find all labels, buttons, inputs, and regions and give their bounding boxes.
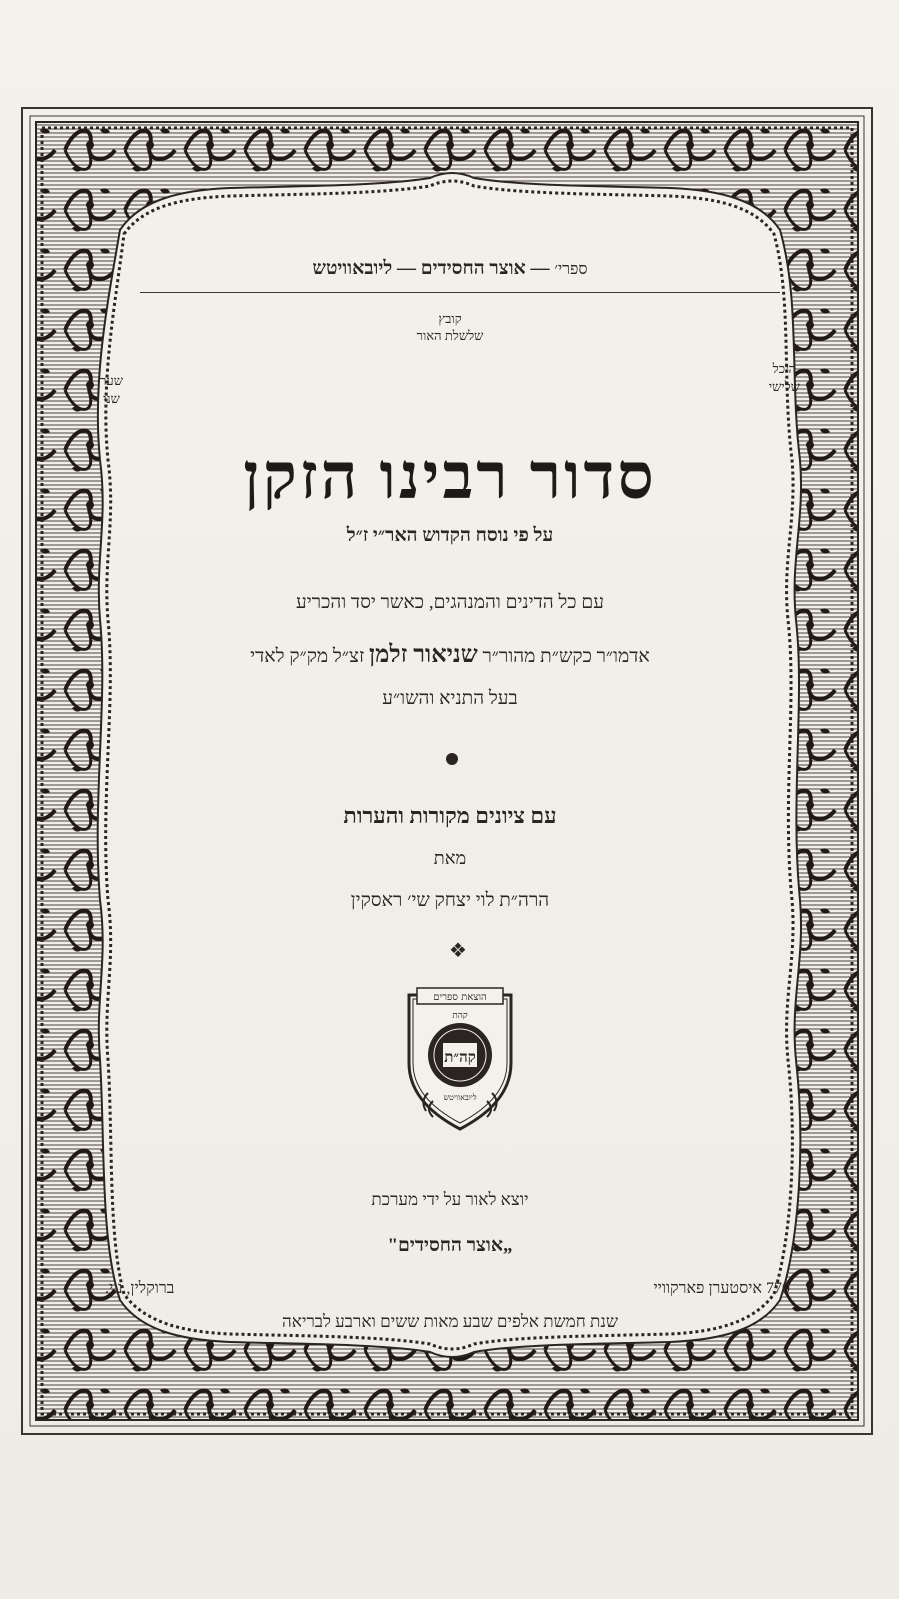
diamond-separator-icon: ❖ bbox=[449, 938, 467, 962]
book-subtitle: על פי נוסח הקדוש האר״י ז״ל bbox=[346, 525, 554, 546]
publisher-name: „אוצר החסידים" bbox=[387, 1235, 513, 1256]
series-header bbox=[120, 258, 780, 280]
logo-top-text: הוצאת ספרים bbox=[433, 992, 487, 1003]
author-name-highlight: שניאור זלמן bbox=[369, 642, 478, 668]
book-title: סדור רבינו הזקן bbox=[243, 441, 657, 512]
title-page-content bbox=[100, 240, 800, 1360]
description-line2 bbox=[120, 642, 780, 669]
publisher-emblem-icon bbox=[403, 985, 517, 1133]
publication-year: שנת חמשת אלפים שבע מאות ששים וארבע לבריאה bbox=[282, 1312, 618, 1331]
bullet-separator-icon bbox=[446, 753, 458, 765]
publisher-line: יוצא לאור על ידי מערכת bbox=[371, 1190, 529, 1209]
collection-label bbox=[120, 310, 780, 344]
shaar-label bbox=[100, 372, 123, 408]
notes-heading: עם ציונים מקורות והערות bbox=[343, 803, 557, 828]
series-label: ספרי׳ bbox=[554, 261, 588, 278]
shaar-line1: שער bbox=[100, 373, 123, 388]
shaar-line2: שני bbox=[103, 391, 120, 406]
logo-bottom-text: ליובאוויטש bbox=[443, 1093, 477, 1102]
heichal-line2: שלישי bbox=[768, 379, 800, 394]
heichal-line1: היכל bbox=[772, 361, 796, 376]
description-line1: עם כל הדינים והמנהגים, כאשר יסד והכריע bbox=[296, 592, 604, 613]
description-prefix: אדמו״ר כקש״ת מהור״ר bbox=[482, 646, 650, 667]
collection-line1: קובץ bbox=[438, 311, 462, 326]
heichal-label bbox=[769, 360, 800, 396]
description-suffix: זצ״ל מק״ק לאדי bbox=[250, 646, 365, 667]
logo-center-letters: קה״ת bbox=[444, 1048, 476, 1066]
logo-arc-text: קהת bbox=[452, 1011, 468, 1021]
notes-from: מאת bbox=[433, 848, 467, 868]
notes-author: הרה״ת לוי יצחק שי׳ ראסקין bbox=[350, 890, 550, 911]
address-street: 770 איסטערן פארקוויי bbox=[653, 1280, 790, 1297]
header-rule bbox=[140, 292, 780, 293]
series-name: — אוצר החסידים — ליובאוויטש bbox=[312, 258, 550, 279]
collection-line2: שלשלת האור bbox=[416, 328, 484, 343]
description-line3: בעל התניא והשו״ע bbox=[382, 688, 518, 709]
address-city: ברוקלין, נ.י. bbox=[105, 1280, 175, 1297]
